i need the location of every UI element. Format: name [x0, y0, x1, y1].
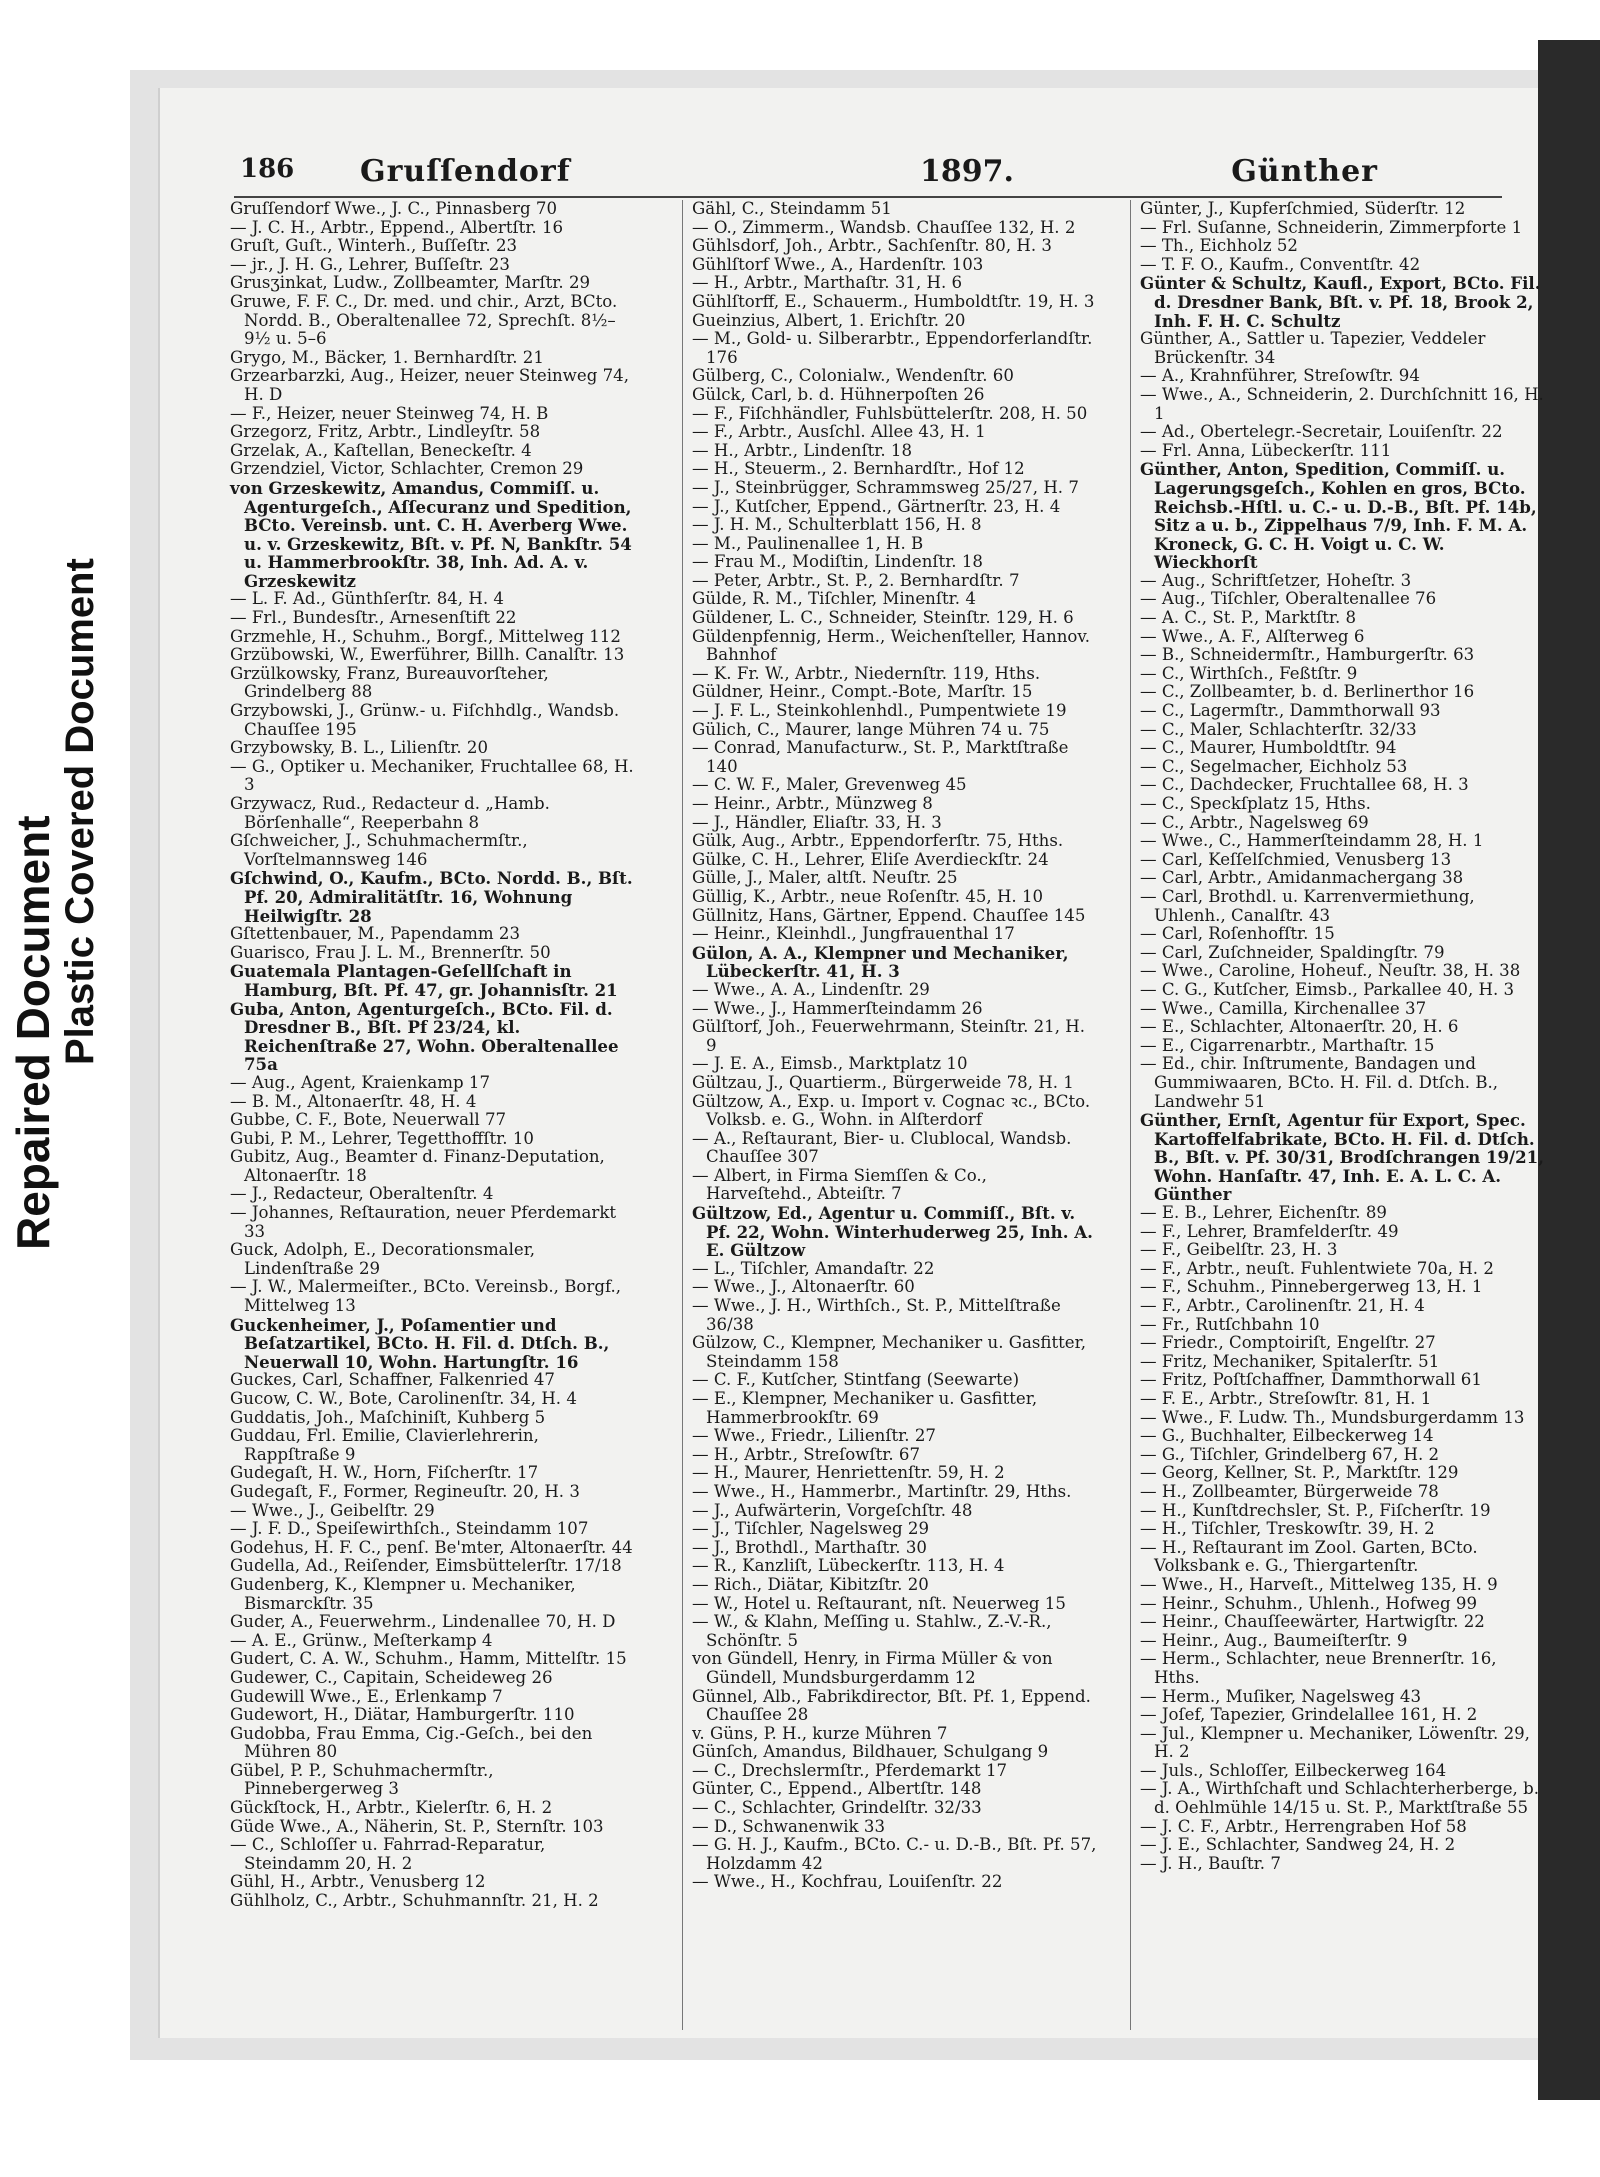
directory-entry: — J. H. M., Schulterblatt 156, H. 8 [692, 515, 982, 535]
directory-entry: — H., Reſtaurant im Zool. Garten, BCto. Volksbank e. G., Thiergartenſtr. [1140, 1537, 1478, 1576]
directory-entry: — Albert, in Firma Siemſſen & Co., Harveſtehd., Abteiſtr. 7 [692, 1165, 987, 1204]
directory-entry: Gülke, C. H., Lehrer, Eliſe Averdieckſtr. 24 [692, 849, 1049, 869]
directory-entry: — J. W., Malermeiſter., BCto. Vereinsb., Borgf., Mittelweg 13 [230, 1277, 622, 1316]
directory-entry: — Georg, Kellner, St. P., Marktſtr. 129 [1140, 1463, 1459, 1483]
directory-entry: Grygo, M., Bäcker, 1. Bernhardſtr. 21 [230, 347, 544, 367]
directory-entry: — J., Tiſchler, Nagelsweg 29 [692, 1519, 930, 1539]
directory-entry: Grzegorz, Fritz, Arbtr., Lindleyſtr. 58 [230, 422, 541, 442]
directory-entry: Gudert, C. A. W., Schuhm., Hamm, Mittelſtr. 15 [230, 1649, 627, 1669]
directory-entry: — A., Krahnführer, Streſowſtr. 94 [1140, 366, 1420, 386]
directory-entry: — C., Segelmacher, Eichholz 53 [1140, 756, 1408, 776]
directory-entry: Gubitz, Aug., Beamter d. Finanz-Deputation, Altonaerſtr. 18 [230, 1147, 605, 1185]
directory-entry: — Frl., Bundesſtr., Arnesenſtift 22 [230, 608, 517, 628]
directory-entry: — H., Kunſtdrechsler, St. P., Fiſcherſtr. 19 [1140, 1500, 1491, 1520]
directory-entry: Gucow, C. W., Bote, Carolinenſtr. 34, H. 4 [230, 1389, 577, 1408]
directory-entry: — D., Schwanenwik 33 [692, 1816, 885, 1836]
directory-entry: — F., Arbtr., Carolinenſtr. 21, H. 4 [1140, 1296, 1425, 1316]
directory-entry: Guckes, Carl, Schaffner, Falkenried 47 [230, 1370, 555, 1390]
scanner-edge [1538, 40, 1600, 2100]
directory-entry: — H., Steuerm., 2. Bernhardſtr., Hof 12 [692, 459, 1025, 479]
directory-entry: — Rich., Diätar, Kibitzſtr. 20 [692, 1574, 929, 1594]
directory-entry: Gühlsdorf, Joh., Arbtr., Sachſenſtr. 80, H. 3 [692, 236, 1052, 256]
directory-entry: — H., Maurer, Henriettenſtr. 59, H. 2 [692, 1463, 1005, 1483]
directory-entry: — Frau M., Modiſtin, Lindenſtr. 18 [692, 552, 983, 572]
directory-entry: — C., Dachdecker, Fruchtallee 68, H. 3 [1140, 775, 1469, 795]
directory-entry: — J., Kutſcher, Eppend., Gärtnerſtr. 23, H. 4 [692, 496, 1061, 516]
directory-page [158, 88, 1544, 2038]
directory-entry: — A. C., St. P., Marktſtr. 8 [1140, 608, 1357, 628]
directory-entry: Gülzow, C., Klempner, Mechaniker u. Gasfitter, Steindamm 158 [692, 1333, 1087, 1371]
directory-entry: Gudegaſt, H. W., Horn, Fiſcherſtr. 17 [230, 1463, 539, 1483]
directory-entry: — Herm., Muſiker, Nagelsweg 43 [1140, 1686, 1422, 1706]
directory-entry: — C., Schlachter, Grindelſtr. 32/33 [692, 1798, 982, 1818]
directory-entry: Gudewort, H., Diätar, Hamburgerſtr. 110 [230, 1705, 575, 1725]
directory-entry: — H., Zollbeamter, Bürgerweide 78 [1140, 1481, 1439, 1501]
directory-entry: Günter, J., Kupferſchmied, Süderſtr. 12 [1140, 199, 1466, 218]
directory-entry: Guba, Anton, Agenturgeſch., BCto. Fil. d. Dresdner B., Bſt. Pf 23/24, kl. Reichenſtraße 27, Wohn. Oberaltenallee 75a [230, 998, 619, 1075]
directory-entry: — C. W. F., Maler, Grevenweg 45 [692, 775, 967, 795]
directory-entry: Günſch, Amandus, Bildhauer, Schulgang 9 [692, 1742, 1049, 1762]
directory-entry: Grzywacz, Rud., Redacteur d. „Hamb. Börſenhalle“, Reeperbahn 8 [230, 794, 550, 832]
directory-entry: — Wwe., H., Harveſt., Mittelweg 135, H. 9 [1140, 1574, 1498, 1594]
directory-entry: — F., Arbtr., neuſt. Fuhlentwiete 70a, H. 2 [1140, 1258, 1494, 1278]
directory-entry: Günther, Anton, Spedition, Commiſſ. u. Lagerungsgeſch., Kohlen en gros, BCto. Reichsb.-Hſtl. u. C.- u. D.-B., Bſt. Pf. 14b, Sitz a u. b., Zippelhaus 7/9, Inh. F. M. A. Kroneck, G. C. H. Voigt u. C. W. Wieckhorſt [1140, 459, 1537, 573]
directory-entry: — B. M., Altonaerſtr. 48, H. 4 [230, 1091, 477, 1111]
directory-entry: Grzelak, A., Kaſtellan, Beneckeſtr. 4 [230, 440, 532, 460]
directory-entry: Guck, Adolph, E., Decorationsmaler, Lindenſtraße 29 [230, 1240, 536, 1278]
directory-entry: Grzendziel, Victor, Schlachter, Cremon 29 [230, 459, 584, 479]
directory-entry: — Wwe., C., Hammerſteindamm 28, H. 1 [1140, 831, 1484, 851]
directory-entry: — C., Arbtr., Nagelsweg 69 [1140, 812, 1369, 832]
directory-entry: — Wwe., J., Geibelſtr. 29 [230, 1500, 435, 1520]
directory-entry: — W., Hotel u. Reſtaurant, nſt. Neuerweg 15 [692, 1593, 1066, 1613]
directory-entry: — J. E. A., Eimsb., Marktplatz 10 [692, 1054, 968, 1074]
directory-entry: — F., Schuhm., Pinnebergerweg 13, H. 1 [1140, 1277, 1483, 1297]
directory-entry: Gſchwind, O., Kaufm., BCto. Nordd. B., Bſt. Pf. 20, Admiralitätſtr. 16, Wohnung Heilwigſtr. 28 [230, 868, 633, 926]
directory-entry: — G., Optiker u. Mechaniker, Fruchtallee 68, H. 3 [230, 756, 634, 795]
directory-entry: — Herm., Schlachter, neue Brennerſtr. 16, Hths. [1140, 1649, 1497, 1687]
directory-entry: v. Güns, P. H., kurze Mühren 7 [692, 1723, 948, 1743]
directory-entry: — E., Schlachter, Altonaerſtr. 20, H. 6 [1140, 1017, 1459, 1037]
directory-entry: — Wwe., Caroline, Hoheuf., Neuſtr. 38, H. 38 [1140, 961, 1521, 981]
directory-entry: Gudenberg, K., Klempner u. Mechaniker, Bismarckſtr. 35 [230, 1574, 576, 1613]
running-head-right: Günther [1231, 154, 1378, 189]
directory-entry: — Aug., Agent, Kraienkamp 17 [230, 1072, 491, 1092]
directory-entry: — Ad., Obertelegr.-Secretair, Louiſenſtr. 22 [1140, 422, 1503, 442]
directory-entry: — E., Cigarrenarbtr., Marthaſtr. 15 [1140, 1035, 1435, 1055]
directory-entry: — F., Fiſchhändler, Fuhlsbüttelerſtr. 208, H. 50 [692, 403, 1088, 423]
directory-entry: Grzmehle, H., Schuhm., Borgf., Mittelweg 112 [230, 626, 621, 646]
directory-entry: Güllnitz, Hans, Gärtner, Eppend. Chauſſee 145 [692, 905, 1086, 925]
directory-entry: — Wwe., F. Ludw. Th., Mundsburgerdamm 13 [1140, 1407, 1525, 1427]
directory-entry: — C., Drechslermſtr., Pferdemarkt 17 [692, 1760, 1008, 1780]
directory-entry: — Wwe., A. F., Alſterweg 6 [1140, 626, 1365, 646]
directory-entry: Guder, A., Feuerwehrm., Lindenallee 70, H. D [230, 1612, 616, 1632]
directory-entry: Grusʒinkat, Ludw., Zollbeamter, Marſtr. 29 [230, 273, 591, 293]
directory-entry: — A. E., Grünw., Meſterkamp 4 [230, 1630, 493, 1650]
directory-entry: Guatemala Plantagen-Geſellſchaft in Hamburg, Bſt. Pf. 47, gr. Johannisſtr. 21 [230, 961, 618, 1000]
repaired-document-label: Repaired Document [7, 815, 59, 1250]
directory-entry: Gſtettenbauer, M., Papendamm 23 [230, 924, 521, 944]
directory-entry: — L. F. Ad., Günthſerſtr. 84, H. 4 [230, 589, 504, 609]
directory-entry: Guckenheimer, J., Poſamentier und Beſatzartikel, BCto. H. Fil. d. Dtſch. B., Neuerwall 10, Wohn. Hartungſtr. 16 [230, 1314, 610, 1372]
directory-entry: Gudella, Ad., Reiſender, Eimsbüttelerſtr. 17/18 [230, 1556, 622, 1576]
directory-entry: Gruſſendorf Wwe., J. C., Pinnasberg 70 [230, 199, 558, 218]
directory-entry: Gueinzius, Albert, 1. Erichſtr. 20 [692, 310, 966, 330]
directory-entry: — J. E., Schlachter, Sandweg 24, H. 2 [1140, 1835, 1456, 1855]
directory-entry: Gudegaſt, F., Former, Regineuſtr. 20, H. 3 [230, 1481, 580, 1501]
directory-entry: — H., Arbtr., Marthaſtr. 31, H. 6 [692, 273, 963, 293]
directory-entry: — C., Speckſplatz 15, Hths. [1140, 794, 1371, 813]
page-header [240, 154, 1498, 194]
directory-entry: — Fritz, Poſtſchaffner, Dammthorwall 61 [1140, 1370, 1482, 1390]
year-heading: 1897. [920, 154, 1014, 189]
directory-entry: — Aug., Tiſchler, Oberaltenallee 76 [1140, 589, 1437, 609]
directory-entry: Gubi, P. M., Lehrer, Tegetthoffſtr. 10 [230, 1128, 534, 1148]
directory-entry: — C., Lagermſtr., Dammthorwall 93 [1140, 701, 1441, 721]
column-divider [682, 200, 683, 2030]
directory-entry: — Johannes, Reſtauration, neuer Pferdemarkt 33 [230, 1203, 617, 1241]
directory-entry: — Wwe., Camilla, Kirchenallee 37 [1140, 998, 1427, 1018]
directory-entry: Güldner, Heinr., Compt.-Bote, Marſtr. 15 [692, 682, 1033, 702]
directory-entry: — C. G., Kutſcher, Eimsb., Parkallee 40, H. 3 [1140, 979, 1515, 999]
directory-entry: Grzülkowsky, Franz, Bureauvorſteher, Grindelberg 88 [230, 663, 549, 702]
directory-entry: — J. F. D., Speiſewirthſch., Steindamm 107 [230, 1519, 589, 1539]
directory-entry: — Fritz, Mechaniker, Spitalerſtr. 51 [1140, 1351, 1440, 1371]
directory-entry: Gruwe, F. F. C., Dr. med. und chir., Arzt, BCto. Nordd. B., Oberaltenallee 72, Sprechſt. 8½–9½ u. 5–6 [230, 291, 618, 349]
directory-entry: — Friedr., Comptoiriſt, Engelſtr. 27 [1140, 1333, 1436, 1353]
directory-entry: — C., Maurer, Humboldtſtr. 94 [1140, 738, 1397, 758]
directory-entry: — Peter, Arbtr., St. P., 2. Bernhardſtr. 7 [692, 570, 1020, 590]
column-divider [1130, 200, 1131, 2030]
directory-entry: — K. Fr. W., Arbtr., Niedernſtr. 119, Hths. [692, 663, 1041, 683]
directory-entry: Guddau, Frl. Emilie, Clavierlehrerin, Rappſtraße 9 [230, 1426, 539, 1464]
directory-entry: Gudewill Wwe., E., Erlenkamp 7 [230, 1686, 503, 1706]
directory-entry: — L., Tiſchler, Amandaſtr. 22 [692, 1258, 935, 1278]
directory-entry: Guddatis, Joh., Maſchiniſt, Kuhberg 5 [230, 1407, 546, 1427]
directory-entry: — Heinr., Kleinhdl., Jungfrauenthal 17 [692, 924, 1015, 944]
directory-entry: Grzybowski, J., Grünw.- u. Fiſchhdlg., Wandsb. Chauſſee 195 [230, 701, 620, 739]
directory-entry: — Wwe., H., Hammerbr., Martinſtr. 29, Hths. [692, 1481, 1072, 1501]
directory-entry: — J. F. L., Steinkohlenhdl., Pumpentwiete 19 [692, 701, 1067, 721]
header-rule [234, 196, 1502, 198]
sidebar-label-strip [0, 0, 120, 2177]
directory-entry: — J., Redacteur, Oberaltenſtr. 4 [230, 1184, 494, 1204]
directory-entry: — Carl, Zuſchneider, Spaldingſtr. 79 [1140, 942, 1445, 962]
directory-entry: — H., Tiſchler, Treskowſtr. 39, H. 2 [1140, 1519, 1435, 1539]
directory-entry: — M., Gold- u. Silberarbtr., Eppendorferlandſtr. 176 [692, 329, 1093, 367]
directory-entry: — J. A., Wirthſchaft und Schlachterherberge, b. d. Oehlmühle 14/15 u. St. P., Marktſtraße 55 [1140, 1779, 1539, 1818]
directory-entry: — J., Händler, Eliaſtr. 33, H. 3 [692, 812, 942, 832]
directory-entry: Gühl, H., Arbtr., Venusberg 12 [230, 1872, 486, 1892]
directory-entry: Güllig, K., Arbtr., neue Roſenſtr. 45, H. 10 [692, 886, 1044, 906]
directory-entry: Güde Wwe., A., Näherin, St. P., Sternſtr. 103 [230, 1816, 604, 1836]
directory-entry: — F., Geibelſtr. 23, H. 3 [1140, 1240, 1338, 1260]
directory-entry: — Wwe., A., Schneiderin, 2. Durchſchnitt 16, H. 1 [1140, 384, 1544, 423]
directory-entry: Godehus, H. F. C., penſ. Be'mter, Altonaerſtr. 44 [230, 1537, 633, 1557]
directory-entry: Grzybowsky, B. L., Lilienſtr. 20 [230, 738, 489, 758]
directory-entry: Gülde, R. M., Tiſchler, Minenſtr. 4 [692, 589, 976, 609]
directory-entry: Gülk, Aug., Arbtr., Eppendorferſtr. 75, Hths. [692, 831, 1064, 851]
directory-entry: Güldenpfennig, Herm., Weichenſteller, Hannov. Bahnhof [692, 626, 1091, 665]
directory-entry: — C., Wirthſch., Feßtſtr. 9 [1140, 663, 1358, 683]
running-head-left: Gruſſendorf [360, 154, 571, 189]
directory-entry: — F. E., Arbtr., Streſowſtr. 81, H. 1 [1140, 1389, 1432, 1408]
directory-entry: — Heinr., Arbtr., Münzweg 8 [692, 794, 933, 813]
directory-entry: — B., Schneidermſtr., Hamburgerſtr. 63 [1140, 645, 1475, 665]
directory-entry: — J., Steinbrügger, Schrammsweg 25/27, H. 7 [692, 477, 1079, 497]
directory-entry: Gülſtorf, Joh., Feuerwehrmann, Steinſtr. 21, H. 9 [692, 1017, 1086, 1055]
directory-entry: — Jul., Klempner u. Mechaniker, Löwenſtr. 29, H. 2 [1140, 1723, 1530, 1762]
directory-entry: — Juls., Schloſſer, Eilbeckerweg 164 [1140, 1760, 1447, 1780]
directory-entry: Günter & Schultz, Kaufl., Export, BCto. Fil. d. Dresdner Bank, Bſt. v. Pf. 18, Brook 2, Inh. F. H. C. Schultz [1140, 273, 1541, 331]
directory-entry: — C., Maler, Schlachterſtr. 32/33 [1140, 719, 1417, 739]
directory-entry: Günther, Ernſt, Agentur für Export, Spec. Kartoffelfabrikate, BCto. H. Fil. d. Dtſch. B., Bſt. v. Pf. 30/31, Brodſchrangen 19/21, Wohn. Hanſaſtr. 47, Inh. E. A. L. C. A. Günther [1140, 1110, 1544, 1205]
directory-entry: — F., Heizer, neuer Steinweg 74, H. B [230, 403, 549, 423]
directory-entry: Gſchweicher, J., Schuhmachermſtr., Vorſtelmannsweg 146 [230, 831, 528, 869]
directory-entry: — J. C. H., Arbtr., Eppend., Albertſtr. 16 [230, 217, 564, 237]
directory-entry: Güldener, L. C., Schneider, Steinſtr. 129, H. 6 [692, 608, 1074, 628]
directory-entry: — Wwe., A. A., Lindenſtr. 29 [692, 979, 930, 999]
directory-entry: — R., Kanzliſt, Lübeckerſtr. 113, H. 4 [692, 1556, 1005, 1576]
directory-entry: — Frl. Suſanne, Schneiderin, Zimmerpforte 1 [1140, 217, 1523, 237]
directory-entry: Günther, A., Sattler u. Tapezier, Veddeler Brückenſtr. 34 [1140, 329, 1486, 367]
directory-entry: Grzübowski, W., Ewerführer, Billh. Canalſtr. 13 [230, 645, 625, 665]
directory-entry: Guarisco, Frau J. L. M., Brennerſtr. 50 [230, 942, 551, 962]
entries-column-1 [230, 200, 636, 1911]
directory-entry: — Heinr., Schuhm., Uhlenh., Hofweg 99 [1140, 1593, 1478, 1613]
directory-entry: Gühlſtorf Wwe., A., Hardenſtr. 103 [692, 254, 984, 274]
directory-entry: — Th., Eichholz 52 [1140, 236, 1298, 256]
directory-entry: — H., Arbtr., Streſowſtr. 67 [692, 1444, 921, 1464]
directory-entry: — Carl, Brothdl. u. Karrenvermiethung, Uhlenh., Canalſtr. 43 [1140, 886, 1475, 925]
directory-entry: — F., Lehrer, Bramfelderſtr. 49 [1140, 1221, 1399, 1241]
directory-entry: — Joſef, Tapezier, Grindelallee 161, H. 2 [1140, 1705, 1478, 1725]
directory-entry: von Grzeskewitz, Amandus, Commiſſ. u. Agenturgeſch., Aſſecuranz und Spedition, BCto. Vereinsb. unt. C. H. Averberg Wwe. u. v. Grzeskewitz, Bſt. v. Pf. N, Bankſtr. 54 u. Hammerbrookſtr. 38, Inh. Ad. A. v. Grzeskewitz [230, 477, 632, 591]
directory-entry: — G., Buchhalter, Eilbeckerweg 14 [1140, 1426, 1434, 1446]
directory-entry: — J., Brothdl., Marthaſtr. 30 [692, 1537, 927, 1557]
directory-entry: Gückſtock, H., Arbtr., Kielerſtr. 6, H. 2 [230, 1798, 553, 1818]
directory-entry: — Frl. Anna, Lübeckerſtr. 111 [1140, 440, 1392, 460]
directory-entry: Gudewer, C., Capitain, Scheideweg 26 [230, 1667, 553, 1687]
directory-entry: — Carl, Arbtr., Amidanmachergang 38 [1140, 868, 1464, 888]
directory-entry: Gülck, Carl, b. d. Hühnerpoſten 26 [692, 384, 985, 404]
directory-entry: — E., Klempner, Mechaniker u. Gasfitter, Hammerbrookſtr. 69 [692, 1389, 1038, 1427]
directory-entry: — M., Paulinenallee 1, H. B [692, 533, 924, 553]
directory-entry: — T. F. O., Kaufm., Conventſtr. 42 [1140, 254, 1421, 274]
directory-entry: — Wwe., J., Hammerſteindamm 26 [692, 998, 983, 1018]
directory-entry: — Wwe., J., Altonaerſtr. 60 [692, 1277, 915, 1297]
directory-entry: — Fr., Rutſchbahn 10 [1140, 1314, 1320, 1334]
directory-entry: Gruſt, Guſt., Winterh., Buſſeſtr. 23 [230, 236, 518, 256]
directory-entry: — Aug., Schriftſetzer, Hoheſtr. 3 [1140, 570, 1412, 590]
directory-entry: — E. B., Lehrer, Eichenſtr. 89 [1140, 1203, 1387, 1223]
directory-entry: — Carl, Roſenhofſtr. 15 [1140, 924, 1335, 944]
directory-entry: — H., Arbtr., Lindenſtr. 18 [692, 440, 913, 460]
entries-column-2 [692, 200, 1098, 1892]
entries-column-3 [1140, 200, 1546, 1873]
directory-entry: — W., & Klahn, Meſſing u. Stahlw., Z.-V.-R., Schönſtr. 5 [692, 1612, 1052, 1650]
directory-entry: — G. H. J., Kaufm., BCto. C.- u. D.-B., Bſt. Pf. 57, Holzdamm 42 [692, 1835, 1097, 1873]
directory-entry: — C., Zollbeamter, b. d. Berlinerthor 16 [1140, 682, 1475, 702]
directory-entry: Gültzow, A., Exp. u. Import v. Cognac ꝛc., BCto. Volksb. e. G., Wohn. in Alſterdorf [692, 1091, 1091, 1130]
directory-entry: — C., Schloſſer u. Fahrrad-Reparatur, Steindamm 20, H. 2 [230, 1835, 546, 1873]
directory-entry: — G., Tiſchler, Grindelberg 67, H. 2 [1140, 1444, 1440, 1464]
directory-entry: — Ed., chir. Inſtrumente, Bandagen und Gummiwaaren, BCto. H. Fil. d. Dtſch. B., Landwehr 51 [1140, 1054, 1499, 1111]
directory-entry: — Carl, Keſſelſchmied, Venusberg 13 [1140, 849, 1452, 869]
directory-entry: — jr., J. H. G., Lehrer, Buſſeſtr. 23 [230, 254, 510, 274]
directory-entry: — O., Zimmerm., Wandsb. Chauſſee 132, H. 2 [692, 217, 1076, 237]
page-number: 186 [240, 154, 295, 184]
directory-entry: Gülberg, C., Colonialw., Wendenſtr. 60 [692, 366, 1014, 386]
directory-entry: Gühlſtorff, E., Schauerm., Humboldtſtr. 19, H. 3 [692, 291, 1095, 311]
directory-entry: Gülle, J., Maler, altſt. Neuſtr. 25 [692, 868, 958, 888]
directory-entry: — A., Reſtaurant, Bier- u. Clublocal, Wandsb. Chauſſee 307 [692, 1128, 1072, 1167]
directory-entry: Günter, C., Eppend., Albertſtr. 148 [692, 1779, 982, 1799]
directory-entry: — Wwe., Friedr., Lilienſtr. 27 [692, 1426, 936, 1446]
directory-entry: — J. H., Bauſtr. 7 [1140, 1853, 1281, 1873]
directory-entry: Gübel, P. P., Schuhmachermſtr., Pinnebergerweg 3 [230, 1760, 494, 1799]
directory-entry: Gülon, A. A., Klempner und Mechaniker, Lübeckerſtr. 41, H. 3 [692, 942, 1069, 982]
directory-entry: — J. C. F., Arbtr., Herrengraben Hof 58 [1140, 1816, 1467, 1836]
directory-entry: — J., Aufwärterin, Vorgeſchſtr. 48 [692, 1500, 973, 1520]
directory-entry: Gülich, C., Maurer, lange Mühren 74 u. 75 [692, 719, 1050, 739]
directory-entry: — Wwe., J. H., Wirthſch., St. P., Mittelſtraße 36/38 [692, 1296, 1061, 1334]
directory-entry: Gähl, C., Steindamm 51 [692, 199, 892, 218]
directory-entry: von Gündell, Henry, in Firma Müller & von Gündell, Mundsburgerdamm 12 [692, 1649, 1053, 1687]
directory-entry: Grzearbarzki, Aug., Heizer, neuer Steinweg 74, H. D [230, 366, 629, 404]
directory-entry: Gudobba, Frau Emma, Cig.-Geſch., bei den Mühren 80 [230, 1723, 593, 1762]
directory-entry: Gühlholz, C., Arbtr., Schuhmannſtr. 21, H. 2 [230, 1891, 599, 1911]
directory-entry: — Wwe., H., Kochfrau, Louiſenſtr. 22 [692, 1872, 1003, 1892]
directory-entry: Gubbe, C. F., Bote, Neuerwall 77 [230, 1110, 507, 1130]
directory-entry: — Heinr., Chauſſeewärter, Hartwigſtr. 22 [1140, 1612, 1485, 1632]
directory-entry: Gültzau, J., Quartierm., Bürgerweide 78, H. 1 [692, 1072, 1074, 1092]
directory-entry: — F., Arbtr., Ausſchl. Allee 43, H. 1 [692, 422, 986, 442]
directory-entry: Gültzow, Ed., Agentur u. Commiſſ., Bſt. v. Pf. 22, Wohn. Winterhuderweg 25, Inh. A. E. Gültzow [692, 1203, 1093, 1261]
directory-entry: Günnel, Alb., Fabrikdirector, Bſt. Pf. 1, Eppend. Chauſſee 28 [692, 1686, 1091, 1725]
directory-entry: — C. F., Kutſcher, Stintfang (Seewarte) [692, 1370, 1020, 1390]
directory-entry: — Conrad, Manufacturw., St. P., Marktſtraße 140 [692, 738, 1069, 776]
directory-entry: — Heinr., Aug., Baumeiſterſtr. 9 [1140, 1630, 1408, 1650]
plastic-covered-label: Plastic Covered Document [58, 558, 102, 1065]
